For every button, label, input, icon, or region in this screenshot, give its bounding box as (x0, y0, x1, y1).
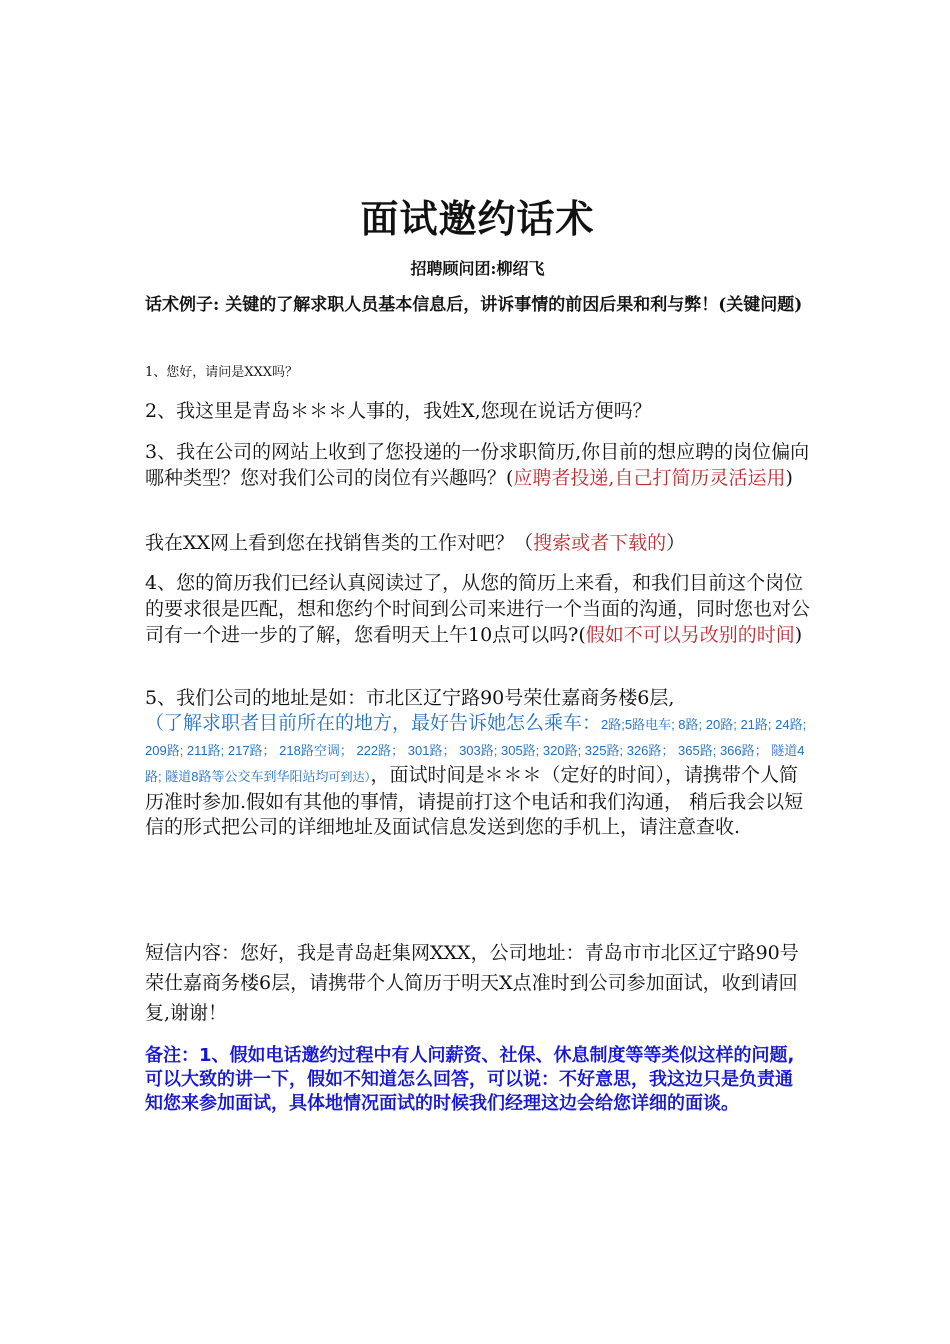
question-3 (145, 439, 810, 491)
question-3b-close: ） (666, 532, 686, 554)
sms-content: 短信内容：您好，我是青岛赶集网XXX，公司地址：青岛市市北区辽宁路90号荣仕嘉商务楼6层，请携带个人简历于明天X点准时到公司参加面试，收到请回复,谢谢！ (145, 942, 799, 1024)
question-5-text: 5、我们公司的地址是如：市北区辽宁路90号荣仕嘉商务楼6层, (145, 687, 675, 709)
question-3-close: ) (785, 467, 793, 489)
question-3-text: 3、我在公司的网站上收到了您投递的一份求职简历,你目前的想应聘的岗位偏向哪种类型？您对我们公司的岗位有兴趣吗？( (145, 441, 810, 489)
question-3b (145, 530, 810, 556)
bus-routes-end: 可到达） (328, 770, 371, 784)
question-1: 1、您好，请问是XXX吗？ (145, 365, 299, 380)
question-5-rest: ，面试时间是＊＊＊（定好的时间），请携带个人简历准时参加.假如有其他的事情，请提前打这个电话和我们沟通， 稍后我会以短信的形式把公司的详细地址及面试信息发送到您的手机上，请注意查收. (145, 764, 804, 838)
question-4-note: 假如不可以另改别的时间 (585, 624, 795, 646)
question-5-note: （了解求职者目前所在的地方，最好告诉她怎么乘车： (145, 712, 602, 734)
page-title: 面试邀约话术 (360, 197, 595, 241)
bus-routes: 2路;5路电车; 8路; 20路; 21路; 24路; 209路; 211路; 217路； 218路空调； 222路； 301路； 303路; 305路; 320路; 325路; 326路； 365路; 366路； 隧道4路; 隧道8路等公交车到华阳站均 (145, 717, 807, 784)
question-4 (145, 570, 810, 648)
question-2: 2、我这里是青岛＊＊＊人事的，我姓X,您现在说话方便吗？ (145, 400, 652, 422)
question-4-text: 4、您的简历我们已经认真阅读过了，从您的简历上来看，和我们目前这个岗位的要求很是匹配，想和您约个时间到公司来进行一个当面的沟通，同时您也对公司有一个进一步的了解，您看明天上午10点可以吗?( (145, 572, 811, 646)
question-5 (145, 686, 810, 840)
remark-note: 备注：1、假如电话邀约过程中有人问薪资、社保、休息制度等等类似这样的问题,可以大致的讲一下，假如不知道怎么回答，可以说：不好意思，我这边只是负责通知您来参加面试，具体地情况面试的时候我们经理这边会给您详细的面谈。 (145, 1045, 795, 1114)
question-4-close: ) (794, 624, 803, 646)
script-example-heading: 话术例子: 关键的了解求职人员基本信息后，讲诉事情的前因后果和利与弊！(关键问题) (145, 295, 803, 315)
question-3b-text: 我在XX网上看到您在找销售类的工作对吧？（ (145, 532, 534, 554)
question-3-note: 应聘者投递,自己打简历灵活运用 (513, 467, 786, 489)
question-3b-note: 搜索或者下载的 (533, 532, 667, 554)
page-subtitle: 招聘顾问团:柳绍飞 (410, 259, 545, 278)
